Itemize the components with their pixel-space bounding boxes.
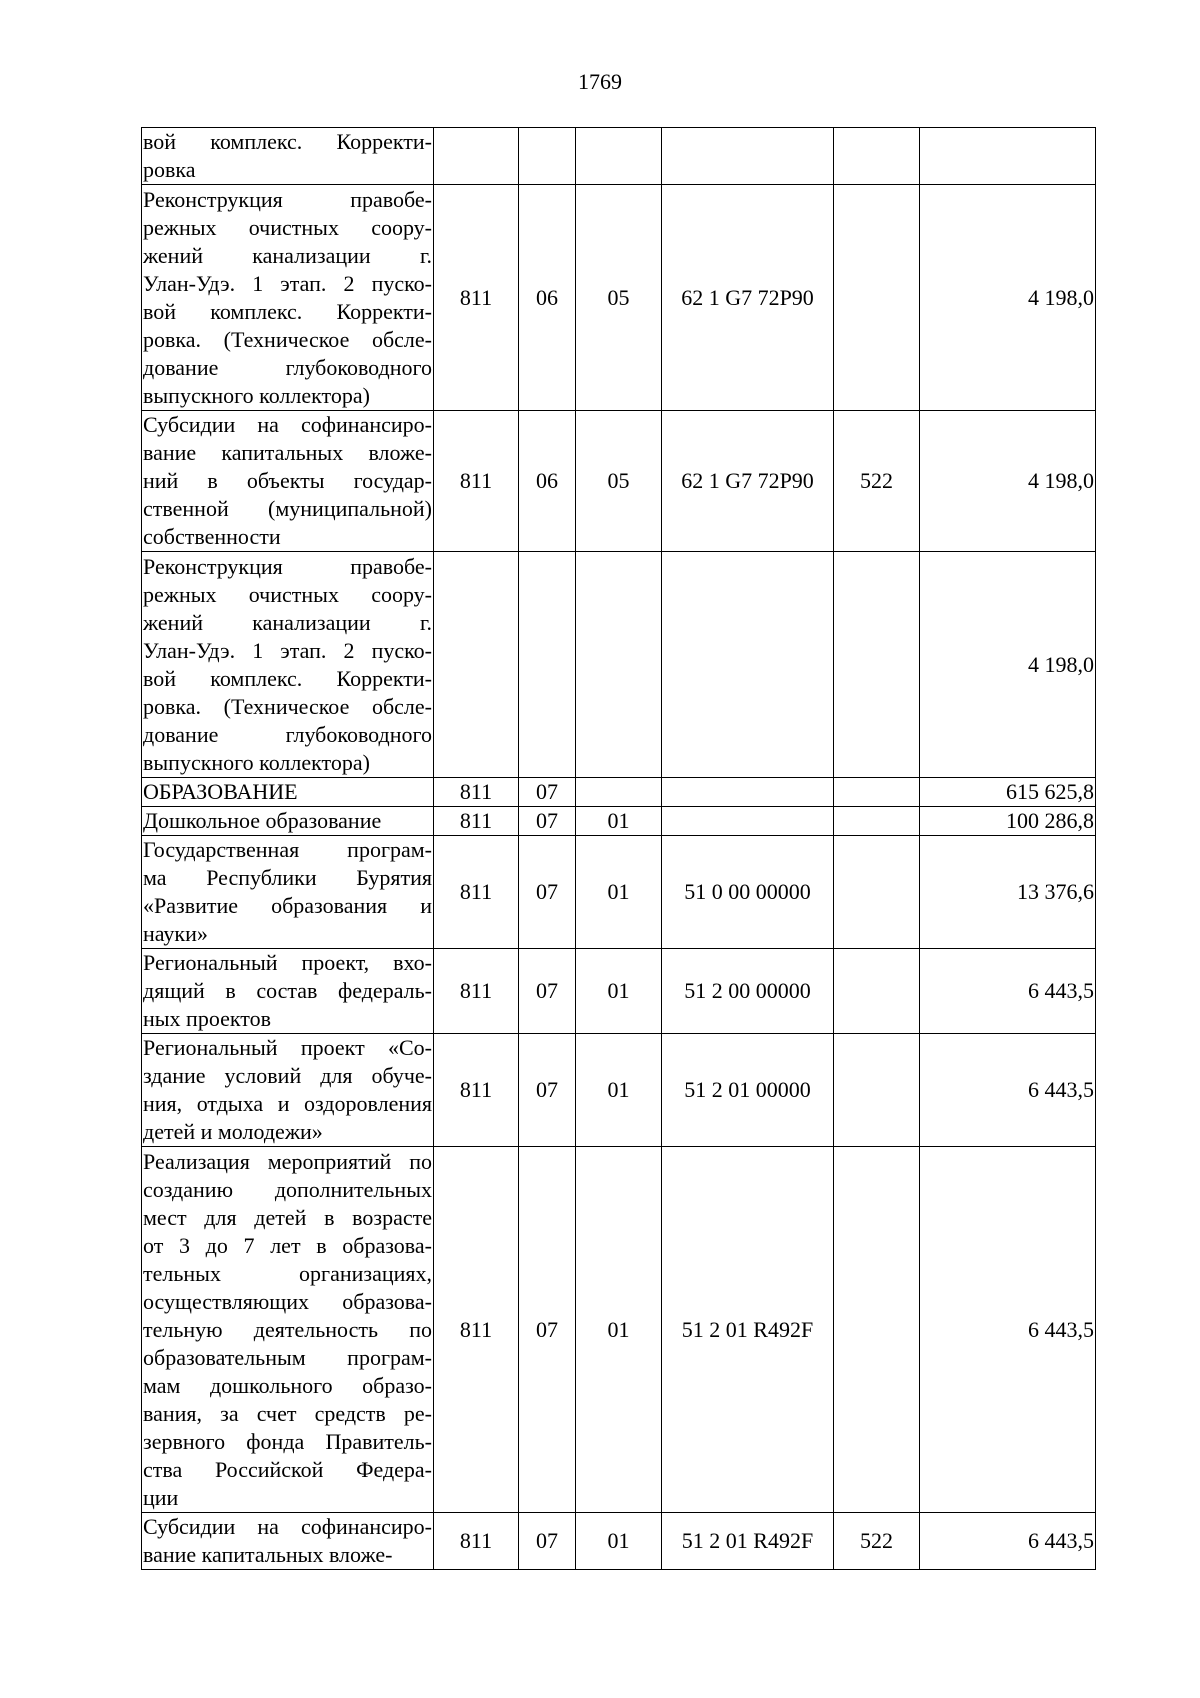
row-vr bbox=[834, 1034, 920, 1147]
row-name-line: тельных организациях, bbox=[143, 1260, 432, 1286]
row-razdel: 06 bbox=[519, 185, 576, 411]
row-name-line: ровка. (Техническое обсле- bbox=[143, 326, 432, 352]
row-podrazdel: 01 bbox=[576, 949, 662, 1034]
row-sum: 4 198,0 bbox=[920, 185, 1096, 411]
row-vedomstvo bbox=[434, 552, 519, 778]
row-csr bbox=[662, 128, 834, 185]
row-name-line: Реализация мероприятий по bbox=[143, 1148, 432, 1174]
row-csr: 62 1 G7 72P90 bbox=[662, 185, 834, 411]
row-vedomstvo: 811 bbox=[434, 1147, 519, 1513]
row-name-line: от 3 до 7 лет в образова- bbox=[143, 1232, 432, 1258]
row-podrazdel bbox=[576, 552, 662, 778]
row-vr bbox=[834, 1147, 920, 1513]
row-name-line: ния, отдыха и оздоровления bbox=[143, 1091, 432, 1116]
row-name-line: дование глубоководного bbox=[143, 721, 432, 747]
row-name-text bbox=[143, 1513, 432, 1569]
row-podrazdel bbox=[576, 778, 662, 807]
row-name-line: Улан-Удэ. 1 этап. 2 пуско- bbox=[143, 270, 432, 296]
row-vedomstvo: 811 bbox=[434, 411, 519, 552]
table-row bbox=[142, 807, 1096, 836]
row-name-line: Реконструкция правобе- bbox=[143, 186, 432, 212]
row-name-line: режных очистных соору- bbox=[143, 214, 432, 240]
row-name-line: ных проектов bbox=[143, 1006, 271, 1031]
row-name bbox=[142, 1147, 434, 1513]
row-vr bbox=[834, 778, 920, 807]
row-razdel: 07 bbox=[519, 778, 576, 807]
row-name bbox=[142, 1034, 434, 1147]
row-name-line: вание капитальных вложе- bbox=[143, 1542, 393, 1567]
row-csr: 51 2 00 00000 bbox=[662, 949, 834, 1034]
row-name bbox=[142, 411, 434, 552]
row-vr bbox=[834, 185, 920, 411]
row-name-text bbox=[143, 411, 432, 551]
row-name-line: Региональный проект, вхо- bbox=[143, 950, 432, 975]
row-vr bbox=[834, 128, 920, 185]
row-csr: 51 2 01 R492F bbox=[662, 1513, 834, 1570]
row-name-line: вой комплекс. Корректи- bbox=[143, 665, 432, 691]
row-vedomstvo bbox=[434, 128, 519, 185]
row-name-line: жений канализации г. bbox=[143, 242, 432, 268]
row-name-line: ственной (муниципальной) bbox=[143, 496, 432, 521]
row-razdel: 07 bbox=[519, 1513, 576, 1570]
row-vedomstvo: 811 bbox=[434, 778, 519, 807]
row-podrazdel: 01 bbox=[576, 836, 662, 949]
row-name-line: зервного фонда Правитель- bbox=[143, 1428, 432, 1454]
row-razdel bbox=[519, 128, 576, 185]
row-csr: 51 0 00 00000 bbox=[662, 836, 834, 949]
row-name-line: ний в объекты государ- bbox=[143, 468, 432, 493]
row-name-text bbox=[143, 836, 432, 948]
row-name-line: ровка bbox=[143, 157, 196, 182]
row-name-line: Субсидии на софинансиро- bbox=[143, 1514, 432, 1539]
row-razdel: 07 bbox=[519, 807, 576, 836]
row-name-text bbox=[143, 553, 432, 777]
page-number: 1769 bbox=[578, 69, 622, 94]
table-row bbox=[142, 778, 1096, 807]
row-name-line: вания, за счет средств ре- bbox=[143, 1400, 432, 1426]
row-name-line: «Развитие образования и bbox=[143, 893, 432, 918]
row-name bbox=[142, 185, 434, 411]
row-name bbox=[142, 1513, 434, 1570]
row-podrazdel: 01 bbox=[576, 1147, 662, 1513]
row-vedomstvo: 811 bbox=[434, 1513, 519, 1570]
row-name-line: дование глубоководного bbox=[143, 354, 432, 380]
row-vedomstvo: 811 bbox=[434, 807, 519, 836]
table-row bbox=[142, 1513, 1096, 1570]
row-name-line: выпускного коллектора) bbox=[143, 382, 370, 408]
row-name-line: Улан-Удэ. 1 этап. 2 пуско- bbox=[143, 637, 432, 663]
row-name-line: Дошкольное образование bbox=[143, 808, 382, 833]
row-vedomstvo: 811 bbox=[434, 185, 519, 411]
row-name-line: образовательным програм- bbox=[143, 1344, 432, 1370]
row-name-line: ции bbox=[143, 1484, 179, 1510]
row-sum: 6 443,5 bbox=[920, 1147, 1096, 1513]
row-razdel: 07 bbox=[519, 836, 576, 949]
row-name-line: мам дошкольного образо- bbox=[143, 1372, 432, 1398]
row-csr: 62 1 G7 72P90 bbox=[662, 411, 834, 552]
row-name bbox=[142, 128, 434, 185]
row-name-line: осуществляющих образова- bbox=[143, 1288, 432, 1314]
row-name-line: детей и молодежи» bbox=[143, 1119, 323, 1144]
table-row bbox=[142, 1147, 1096, 1513]
row-name bbox=[142, 836, 434, 949]
row-podrazdel bbox=[576, 128, 662, 185]
row-vr bbox=[834, 836, 920, 949]
row-name-text bbox=[143, 1034, 432, 1146]
row-name-text bbox=[143, 949, 432, 1033]
row-name-line: вание капитальных вложе- bbox=[143, 440, 432, 465]
row-vr: 522 bbox=[834, 1513, 920, 1570]
row-name-line: вой комплекс. Корректи- bbox=[143, 298, 432, 324]
row-csr: 51 2 01 00000 bbox=[662, 1034, 834, 1147]
row-name-text bbox=[143, 1148, 432, 1512]
row-vedomstvo: 811 bbox=[434, 1034, 519, 1147]
row-sum: 6 443,5 bbox=[920, 1034, 1096, 1147]
row-name-line: выпускного коллектора) bbox=[143, 749, 370, 775]
row-razdel: 06 bbox=[519, 411, 576, 552]
row-name bbox=[142, 778, 434, 807]
row-name bbox=[142, 807, 434, 836]
row-name-line: тельную деятельность по bbox=[143, 1316, 432, 1342]
row-name-text bbox=[143, 807, 432, 835]
row-name-line: здание условий для обуче- bbox=[143, 1063, 432, 1088]
row-podrazdel: 05 bbox=[576, 185, 662, 411]
row-name bbox=[142, 552, 434, 778]
row-vr bbox=[834, 807, 920, 836]
row-podrazdel: 01 bbox=[576, 1034, 662, 1147]
row-podrazdel: 01 bbox=[576, 1513, 662, 1570]
row-name-text bbox=[143, 186, 432, 410]
row-sum: 615 625,8 bbox=[920, 778, 1096, 807]
row-razdel: 07 bbox=[519, 1147, 576, 1513]
row-name-line: ства Российской Федера- bbox=[143, 1456, 432, 1482]
row-razdel bbox=[519, 552, 576, 778]
row-name-line: науки» bbox=[143, 921, 208, 946]
row-vr bbox=[834, 949, 920, 1034]
row-vr bbox=[834, 552, 920, 778]
row-sum: 4 198,0 bbox=[920, 552, 1096, 778]
table-row bbox=[142, 1034, 1096, 1147]
table-row bbox=[142, 836, 1096, 949]
row-name-line: дящий в состав федераль- bbox=[143, 978, 432, 1003]
row-name-line: созданию дополнительных bbox=[143, 1176, 432, 1202]
budget-table bbox=[141, 127, 1096, 1570]
row-name-line: Государственная програм- bbox=[143, 837, 432, 862]
row-name-line: жений канализации г. bbox=[143, 609, 432, 635]
row-csr bbox=[662, 552, 834, 778]
row-name-line: Субсидии на софинансиро- bbox=[143, 412, 432, 437]
row-name-line: ОБРАЗОВАНИЕ bbox=[143, 779, 298, 804]
row-podrazdel: 05 bbox=[576, 411, 662, 552]
row-name-line: ровка. (Техническое обсле- bbox=[143, 693, 432, 719]
row-sum: 6 443,5 bbox=[920, 1513, 1096, 1570]
table-row bbox=[142, 128, 1096, 185]
table-row bbox=[142, 411, 1096, 552]
row-csr bbox=[662, 807, 834, 836]
row-name-line: вой комплекс. Корректи- bbox=[143, 129, 432, 154]
row-sum: 4 198,0 bbox=[920, 411, 1096, 552]
row-razdel: 07 bbox=[519, 949, 576, 1034]
table-row bbox=[142, 185, 1096, 411]
row-name-line: режных очистных соору- bbox=[143, 581, 432, 607]
table-row bbox=[142, 949, 1096, 1034]
row-name-line: мест для детей в возрасте bbox=[143, 1204, 432, 1230]
row-csr: 51 2 01 R492F bbox=[662, 1147, 834, 1513]
row-vedomstvo: 811 bbox=[434, 836, 519, 949]
row-razdel: 07 bbox=[519, 1034, 576, 1147]
row-sum: 13 376,6 bbox=[920, 836, 1096, 949]
row-name-line: собственности bbox=[143, 524, 281, 549]
row-name-text bbox=[143, 128, 432, 184]
row-name bbox=[142, 949, 434, 1034]
row-vedomstvo: 811 bbox=[434, 949, 519, 1034]
row-vr: 522 bbox=[834, 411, 920, 552]
row-sum: 6 443,5 bbox=[920, 949, 1096, 1034]
row-name-line: ма Республики Бурятия bbox=[143, 865, 432, 890]
row-name-line: Региональный проект «Со- bbox=[143, 1035, 432, 1060]
row-sum: 100 286,8 bbox=[920, 807, 1096, 836]
row-podrazdel: 01 bbox=[576, 807, 662, 836]
row-sum bbox=[920, 128, 1096, 185]
table-row bbox=[142, 552, 1096, 778]
row-csr bbox=[662, 778, 834, 807]
row-name-line: Реконструкция правобе- bbox=[143, 553, 432, 579]
row-name-text bbox=[143, 778, 432, 806]
